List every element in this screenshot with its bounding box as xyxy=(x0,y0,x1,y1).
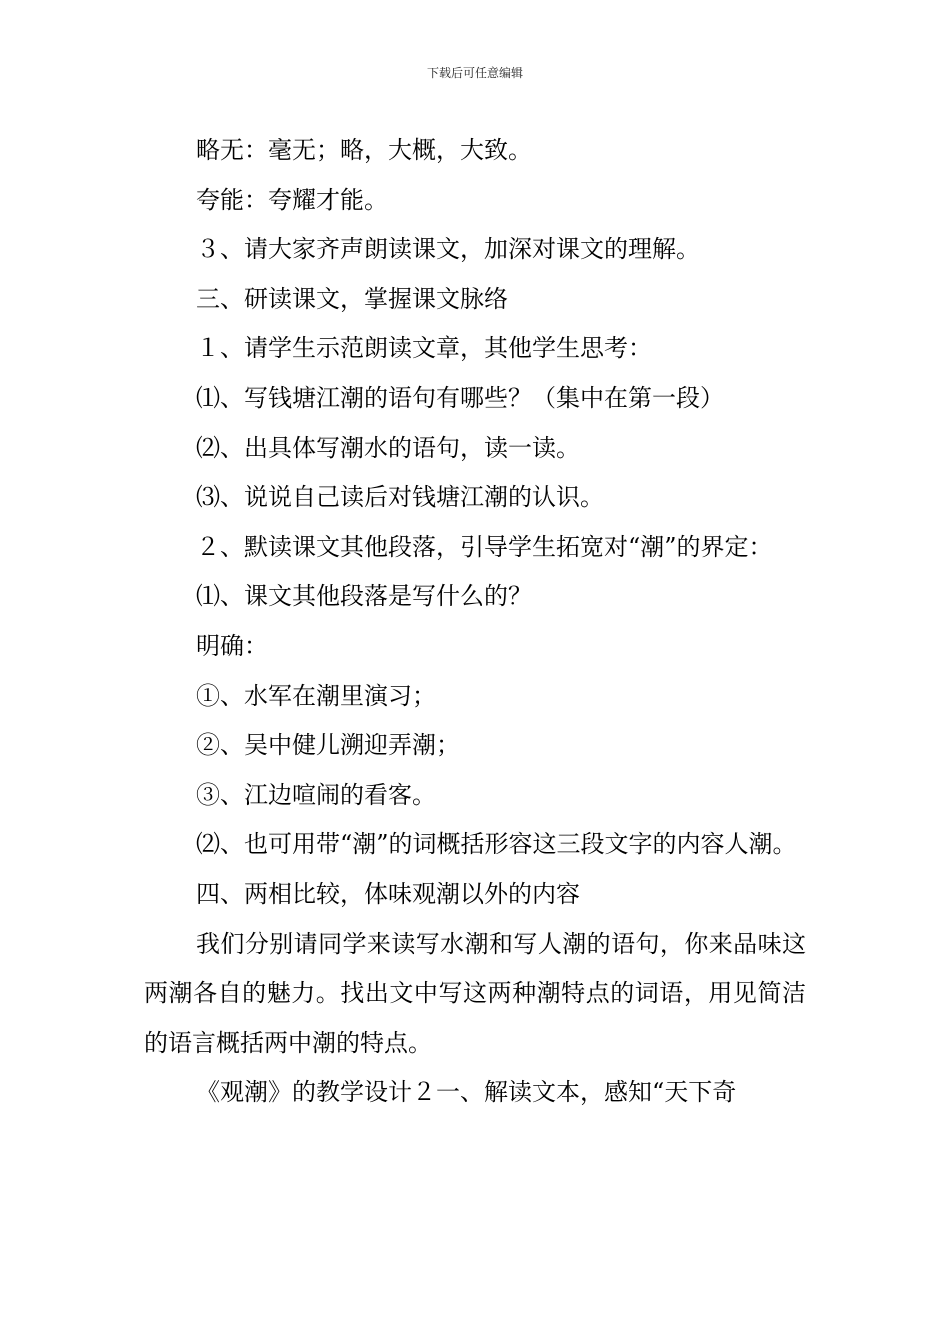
paragraph: 《观潮》的教学设计２一、解读文本，感知“天下奇 xyxy=(196,1078,737,1107)
document-body xyxy=(144,126,806,1118)
paragraph: 略无：毫无；略，大概，大致。 xyxy=(196,136,532,164)
list-item: ②、吴中健儿溯迎弄潮； xyxy=(196,731,460,760)
paragraph: ⑶、说说自己读后对钱塘江潮的认识。 xyxy=(196,483,604,512)
paragraph: 我们分别请同学来读写水潮和写人潮的语句，你来品味这两潮各自的魅力。找出文中写这两种潮特点的词语，用见简洁的语言概括两中潮的特点。 xyxy=(144,929,806,1057)
paragraph: 夸能：夸耀才能。 xyxy=(196,185,388,214)
paragraph: ⑴、课文其他段落是写什么的？ xyxy=(196,582,532,611)
list-item: ①、水军在潮里演习； xyxy=(196,681,436,710)
paragraph: 明确： xyxy=(196,631,268,660)
paragraph: ２、默读课文其他段落，引导学生拓宽对“潮”的界定： xyxy=(196,532,773,561)
paragraph: ⑵、出具体写潮水的语句，读一读。 xyxy=(196,433,580,462)
paragraph: ３、请大家齐声朗读课文，加深对课文的理解。 xyxy=(196,235,700,264)
section-heading: 四、两相比较，体味观潮以外的内容 xyxy=(196,879,580,908)
paragraph: ⑴、写钱塘江潮的语句有哪些？（集中在第一段） xyxy=(196,383,724,412)
section-heading: 三、研读课文，掌握课文脉络 xyxy=(196,284,508,313)
list-item: ③、江边喧闹的看客。 xyxy=(196,780,436,809)
paragraph: １、请学生示范朗读文章，其他学生思考： xyxy=(196,334,652,363)
page-header: 下载后可任意编辑 xyxy=(426,66,523,80)
paragraph: ⑵、也可用带“潮”的词概括形容这三段文字的内容人潮。 xyxy=(196,830,797,859)
